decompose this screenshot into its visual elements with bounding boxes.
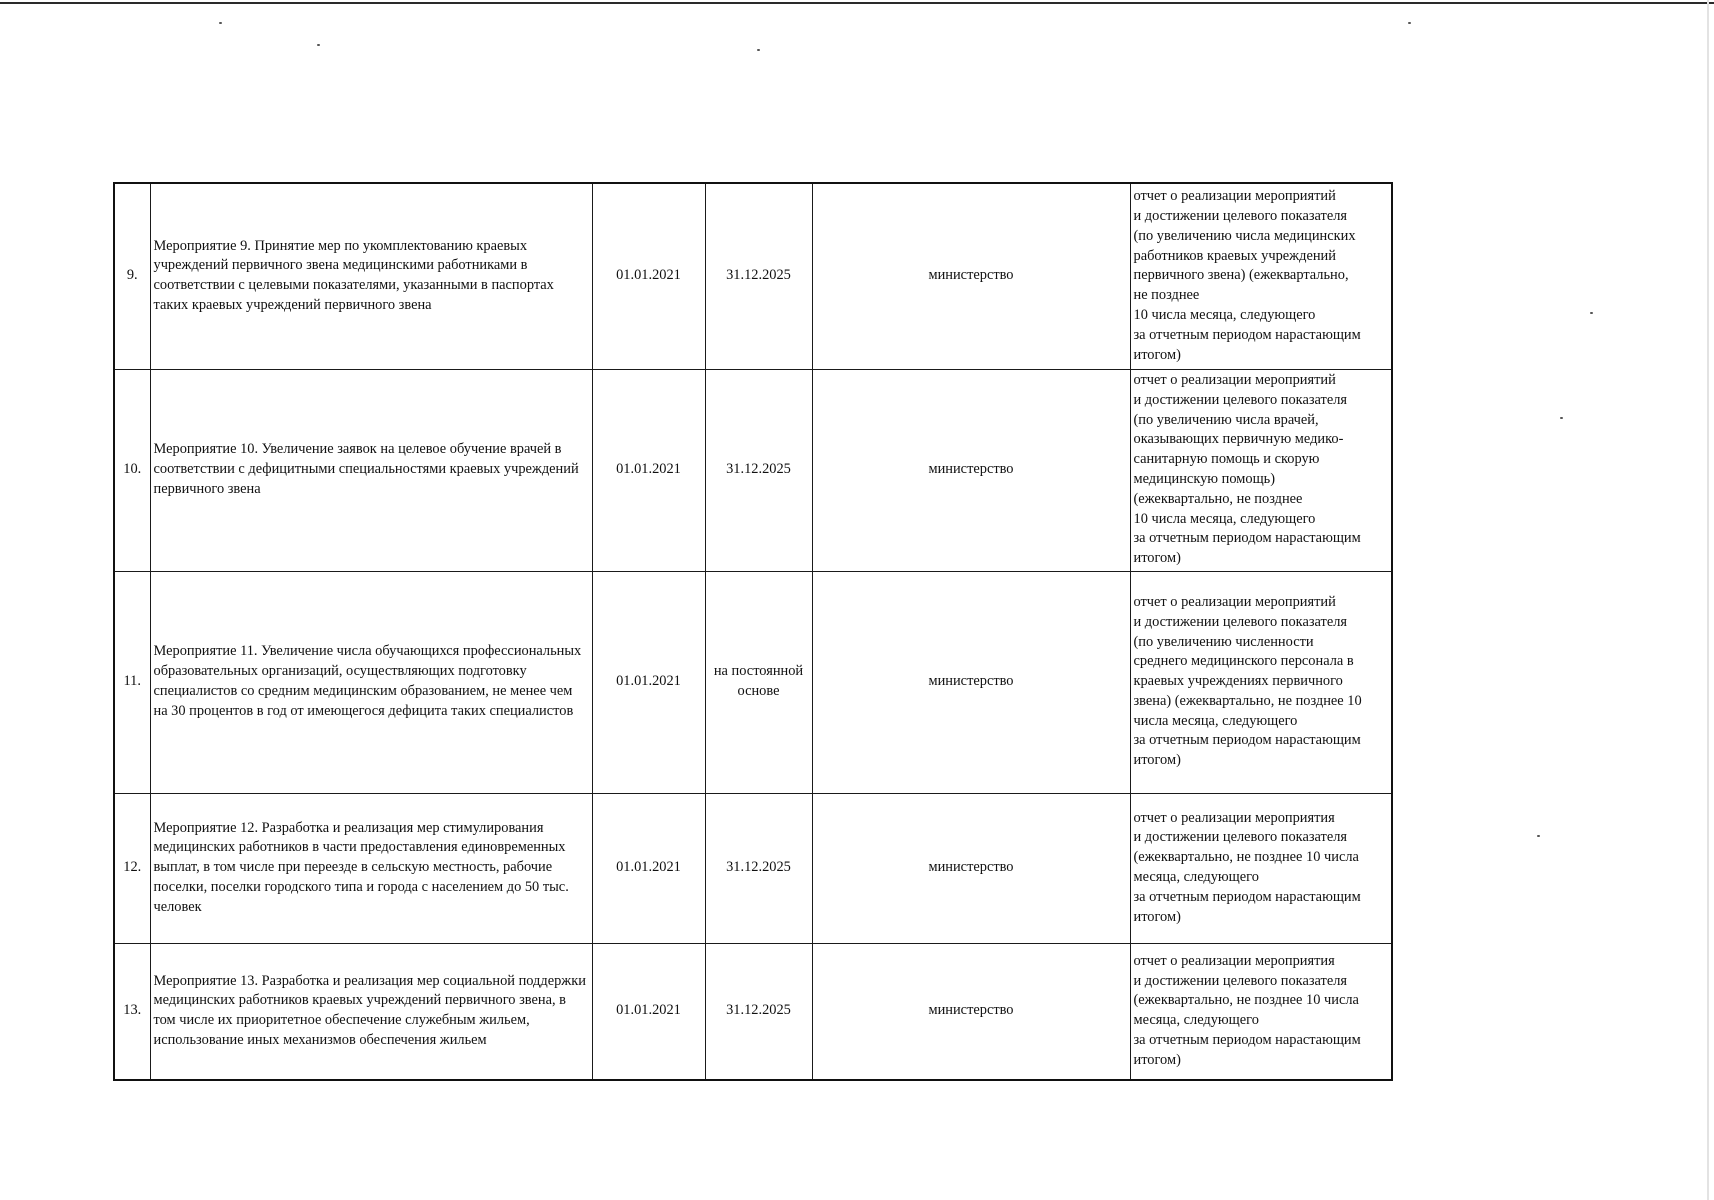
- row-number: 11.: [114, 571, 150, 793]
- table-row: [114, 571, 1392, 793]
- start-date: 01.01.2021: [592, 369, 705, 571]
- responsible-executor: министерство: [812, 571, 1130, 793]
- end-date: на постоянной основе: [705, 571, 812, 793]
- table-row: [114, 183, 1392, 369]
- start-date: 01.01.2021: [592, 571, 705, 793]
- responsible-executor: министерство: [812, 369, 1130, 571]
- report-description: отчет о реализации мероприятий и достижении целевого показателя (по увеличению числа медицинских работников краевых учреждений первичного звена) (ежеквартально, не позднее 10 числа месяца, следующего за отчетным периодом нарастающим итогом): [1130, 183, 1392, 369]
- row-number: 12.: [114, 793, 150, 943]
- scan-speck: [1590, 312, 1593, 314]
- report-description: отчет о реализации мероприятий и достижении целевого показателя (по увеличению числа врачей, оказывающих первичную медико- санитарную помощь и скорую медицинскую помощь) (ежеквартально, не позднее 10 числа месяца, следующего за отчетным периодом нарастающим итогом): [1130, 369, 1392, 571]
- row-number: 10.: [114, 369, 150, 571]
- scan-speck: [317, 44, 320, 46]
- page-right-edge: [1707, 0, 1709, 1200]
- start-date: 01.01.2021: [592, 183, 705, 369]
- end-date: 31.12.2025: [705, 183, 812, 369]
- responsible-executor: министерство: [812, 183, 1130, 369]
- row-number: 13.: [114, 943, 150, 1080]
- event-description: Мероприятие 9. Принятие мер по укомплектованию краевых учреждений первичного звена медицинскими работниками в соответствии с целевыми показателями, указанными в паспортах таких краевых учреждений первичного звена: [150, 183, 592, 369]
- report-description: отчет о реализации мероприятия и достижении целевого показателя (ежеквартально, не позднее 10 числа месяца, следующего за отчетным периодом нарастающим итогом): [1130, 943, 1392, 1080]
- table-row: [114, 943, 1392, 1080]
- scan-speck: [1537, 835, 1540, 837]
- scan-speck: [757, 49, 760, 51]
- scan-speck: [219, 22, 222, 24]
- responsible-executor: министерство: [812, 943, 1130, 1080]
- end-date: 31.12.2025: [705, 369, 812, 571]
- event-description: Мероприятие 10. Увеличение заявок на целевое обучение врачей в соответствии с дефицитными специальностями краевых учреждений первичного звена: [150, 369, 592, 571]
- scan-speck: [1560, 417, 1563, 419]
- report-description: отчет о реализации мероприятия и достижении целевого показателя (ежеквартально, не позднее 10 числа месяца, следующего за отчетным периодом нарастающим итогом): [1130, 793, 1392, 943]
- end-date: 31.12.2025: [705, 793, 812, 943]
- row-number: 9.: [114, 183, 150, 369]
- table-row: [114, 369, 1392, 571]
- responsible-executor: министерство: [812, 793, 1130, 943]
- activities-table: [113, 182, 1393, 1081]
- event-description: Мероприятие 11. Увеличение числа обучающихся профессиональных образовательных организаций, осуществляющих подготовку специалистов со средним медицинским образованием, не менее чем на 30 процентов в год от имеющегося дефицита таких специалистов: [150, 571, 592, 793]
- end-date: 31.12.2025: [705, 943, 812, 1080]
- scan-speck: [1408, 22, 1411, 24]
- start-date: 01.01.2021: [592, 793, 705, 943]
- start-date: 01.01.2021: [592, 943, 705, 1080]
- page-top-border: [0, 2, 1714, 4]
- table-row: [114, 793, 1392, 943]
- report-description: отчет о реализации мероприятий и достижении целевого показателя (по увеличению численности среднего медицинского персонала в краевых учреждениях первичного звена) (ежеквартально, не позднее 10 числа месяца, следующего за отчетным периодом нарастающим итогом): [1130, 571, 1392, 793]
- event-description: Мероприятие 12. Разработка и реализация мер стимулирования медицинских работников в части предоставления единовременных выплат, в том числе при переезде в сельскую местность, рабочие поселки, поселки городского типа и города с населением до 50 тыс. человек: [150, 793, 592, 943]
- event-description: Мероприятие 13. Разработка и реализация мер социальной поддержки медицинских работников краевых учреждений первичного звена, в том числе их приоритетное обеспечение служебным жильем, использование иных механизмов обеспечения жильем: [150, 943, 592, 1080]
